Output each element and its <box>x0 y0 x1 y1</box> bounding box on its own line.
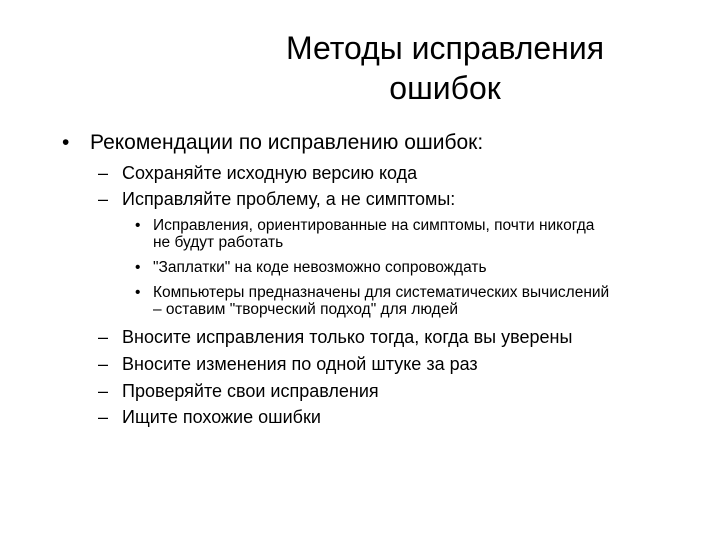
bullet-dot-icon: • <box>62 131 70 154</box>
sub-bullet-text: Сохраняйте исходную версию кода <box>122 163 418 183</box>
sub-bullet-text: Вносите изменения по одной штуке за раз <box>122 354 478 374</box>
sub-sub-bullet-line: Исправления, ориентированные на симптомы, почти никогда <box>153 217 595 234</box>
sub-sub-bullet-text <box>153 217 693 251</box>
sub-sub-bullet-line: – оставим "творческий подход" для людей <box>153 301 458 318</box>
sub-bullet-text: Вносите исправления только тогда, когда вы уверены <box>122 327 573 347</box>
dash-icon: – <box>98 407 109 427</box>
slide-title <box>250 28 640 108</box>
dash-icon: – <box>98 327 109 347</box>
dash-icon: – <box>98 354 109 374</box>
sub-bullet-text: Ищите похожие ошибки <box>122 407 321 427</box>
sub-sub-bullet-line: "Заплатки" на коде невозможно сопровождать <box>153 259 487 276</box>
sub-bullet-text: Проверяйте свои исправления <box>122 381 379 401</box>
sub-sub-bullet-line: не будут работать <box>153 234 284 251</box>
sub-sub-bullet-text <box>153 259 693 276</box>
bullet-dot-icon: • <box>135 217 141 234</box>
bullet-text: Рекомендации по исправлению ошибок: <box>90 131 484 154</box>
dash-icon: – <box>98 189 109 209</box>
dash-icon: – <box>98 163 109 183</box>
sub-sub-bullet-line: Компьютеры предназначены для систематических вычислений <box>153 284 610 301</box>
slide-title-line2: ошибок <box>389 70 501 106</box>
bullet-dot-icon: • <box>135 259 141 276</box>
slide-title-line1: Методы исправления <box>285 30 605 66</box>
dash-icon: – <box>98 381 109 401</box>
sub-bullet-text: Исправляйте проблему, а не симптомы: <box>122 189 456 209</box>
bullet-dot-icon: • <box>135 284 141 301</box>
sub-sub-bullet-text <box>153 284 693 318</box>
